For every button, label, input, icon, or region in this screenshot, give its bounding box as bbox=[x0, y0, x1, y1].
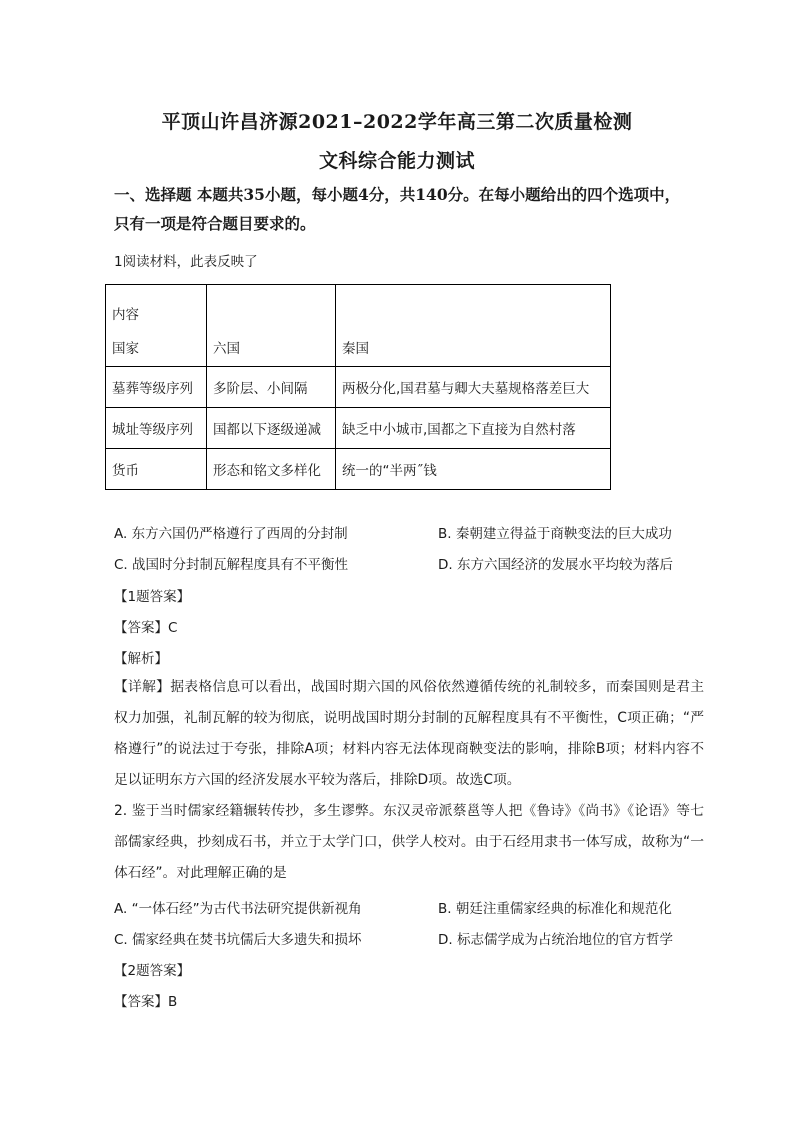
table-cell: 货币 bbox=[106, 449, 207, 490]
table-cell: 两极分化,国君墓与卿大夫墓规格落差巨大 bbox=[336, 367, 611, 408]
q1-detail bbox=[114, 672, 704, 796]
q1-option-d: D. 东方六国经济的发展水平均较为落后 bbox=[438, 557, 673, 573]
q1-option-c: C. 战国时分封制瓦解程度具有不平衡性 bbox=[114, 557, 349, 573]
section-instructions bbox=[114, 180, 714, 238]
detail-label: 【详解】 bbox=[114, 679, 171, 695]
section-line-1: 一、选择题 本题共35小题，每小题4分，共140分。在每小题给出的四个选项中， bbox=[114, 185, 681, 204]
q2-option-a: A. “一体石经”为古代书法研究提供新视角 bbox=[114, 901, 362, 917]
section-line-2: 只有一项是符合题目要求的。 bbox=[114, 214, 316, 233]
q1-table bbox=[105, 284, 611, 490]
q2-option-c: C. 儒家经典在焚书坑儒后大多遗失和损坏 bbox=[114, 932, 362, 948]
q1-analysis-tag: 【解析】 bbox=[114, 651, 168, 667]
q2-answer bbox=[114, 990, 177, 1010]
q2-option-d: D. 标志儒学成为占统治地位的官方哲学 bbox=[438, 932, 673, 948]
q2-answer-tag: 【2题答案】 bbox=[114, 963, 191, 979]
table-cell: 国都以下逐级递减 bbox=[207, 408, 336, 449]
detail-text: 据表格信息可以看出，战国时期六国的风俗依然遵循传统的礼制较多，而秦国则是君主权力加强，礼制瓦解的较为彻底，说明战国时期分封制的瓦解程度具有不平衡性，C项正确；“严格遵行”的说法过于夸张，排除A项；材料内容无法体现商鞅变法的影响，排除B项；材料内容不足以证明东方六国的经济发展水平较为落后，排除D项。故选C项。 bbox=[114, 679, 705, 788]
q1-answer bbox=[114, 616, 177, 636]
table-cell: 缺乏中小城市,国都之下直接为自然村落 bbox=[336, 408, 611, 449]
answer-value: B bbox=[168, 994, 178, 1010]
table-row bbox=[106, 408, 611, 449]
table-row bbox=[106, 367, 611, 408]
q1-option-a: A. 东方六国仍严格遵行了西周的分封制 bbox=[114, 526, 348, 542]
q1-option-b: B. 秦朝建立得益于商鞅变法的巨大成功 bbox=[438, 526, 672, 542]
corner-label-country: 国家 bbox=[112, 341, 139, 357]
table-corner-cell bbox=[106, 285, 207, 367]
document-title: 平顶山许昌济源2021–2022学年高三第二次质量检测 bbox=[161, 111, 633, 133]
table-cell: 多阶层、小间隔 bbox=[207, 367, 336, 408]
answer-value: C bbox=[168, 620, 178, 636]
table-header-qin: 秦国 bbox=[336, 285, 611, 367]
q1-stem: 1阅读材料，此表反映了 bbox=[114, 254, 258, 270]
document-subtitle: 文科综合能力测试 bbox=[318, 150, 475, 172]
table-cell: 形态和铭文多样化 bbox=[207, 449, 336, 490]
table-cell: 统一的“半两˝钱 bbox=[336, 449, 611, 490]
answer-label: 【答案】 bbox=[114, 620, 168, 636]
answer-label: 【答案】 bbox=[114, 994, 168, 1010]
q1-answer-tag: 【1题答案】 bbox=[114, 589, 191, 605]
corner-label-content: 内容 bbox=[112, 307, 139, 323]
q2-option-b: B. 朝廷注重儒家经典的标准化和规范化 bbox=[438, 901, 672, 917]
table-cell: 墓葬等级序列 bbox=[106, 367, 207, 408]
q2-stem: 2. 鉴于当时儒家经籍辗转传抄，多生谬弊。东汉灵帝派蔡邕等人把《鲁诗》《尚书》《论语》等七部儒家经典，抄刻成石书，并立于太学门口，供学人校对。由于石经用隶书一体写成，故称为“一体石经”。对此理解正确的是 bbox=[114, 803, 704, 881]
table-cell: 城址等级序列 bbox=[106, 408, 207, 449]
table-row bbox=[106, 449, 611, 490]
table-header-six-states: 六国 bbox=[207, 285, 336, 367]
